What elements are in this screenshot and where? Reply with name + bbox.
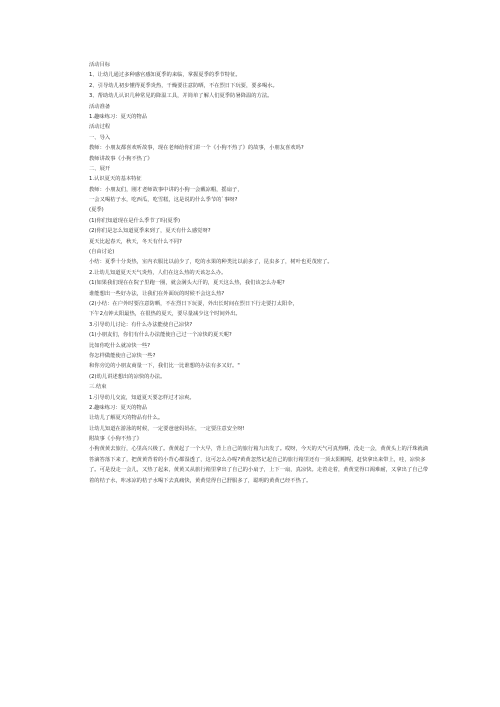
text-line: 1、让幼儿通过多种感官感知夏季的来临，掌握夏季的季节特征。	[89, 72, 241, 79]
text-line: (2)幼儿讲述想出的凉快的办法。	[89, 373, 166, 380]
text-line: 让幼儿了解夏天的物品有什么。	[89, 415, 164, 422]
text-line: 谁能想出一些好办法，让我们在外面玩的时候不会这么热?	[89, 290, 225, 297]
story-paragraph: 小狗黄黄去旅行，心里高兴极了。黄黄起了一个大早，背上自己的旅行箱九出发了。哎呀，今天的天气可真热啊，没走一会，黄黄头上的汗珠就滴答滴答落下来了，把黄黄背着的小背心都湿透了，这可怎么办呢?黄黄忽然记起自己的旅行箱里还有一顶太阳帽呢，赶快拿出来带上，哇，凉快多了。可是没走一会儿，又热了起来，黄黄又从旅行箱里拿出了自己的小扇子，上下一扇，真凉快。走着走着，黄黄觉得口渴难耐，又拿出了自己带着的桔子水，咔冰凉的桔子水喝下去真痛快，黄黄觉得自己舒服多了，聪明的黄黄已经不热了。	[89, 446, 429, 484]
section-heading: 二、展开	[89, 165, 111, 172]
text-line: 和你旁边的小朋友商量一下，我们比一比谁想的办法有多又好。"	[89, 363, 240, 370]
text-line: 1.引导幼儿交流，知道夏天要怎样过才凉爽。	[89, 394, 195, 401]
text-line: 教师：小朋友都喜欢听故事，现在老师给你们讲一个《小狗不热了》的故事，小朋友喜欢吗?	[89, 145, 304, 152]
text-line: 你怎样做能使自己凉快一些?	[89, 352, 156, 359]
text-line: 下午2点钟太阳最热，在很热的夏天，要尽量减少这个时间外出。	[89, 311, 241, 318]
text-line: (1)如果我们现在在院子里跑一圈，就会满头大汗的，夏天这么热，我们该怎么办呢?	[89, 280, 285, 287]
section-heading: 一、导入	[89, 134, 111, 141]
text-line: 1.认识夏天的基本特征	[89, 176, 142, 183]
text-line: (2)你们是怎么知道夏季来到了，夏天有什么感觉呀?	[89, 228, 211, 235]
text-line: 一会又喝桔子水，吃西瓜，吃雪糕，这是说的什么季节的`事呀?	[89, 197, 238, 204]
text-line: 教师讲故事《小狗不热了》	[89, 155, 153, 162]
text-line: 3.引导幼儿讨论：有什么办法能使自己凉快?	[89, 321, 193, 328]
text-line: (2)小结：在户外时要注意防晒，不在烈日下玩耍，外出长时间在烈日下行走要打太阳伞，	[89, 300, 298, 307]
text-line: 3、帮助幼儿认识几种常见的降温工具，并简单了解人们夏季防暑降温的方法。	[89, 93, 273, 100]
heading-preparation: 活动准备	[89, 103, 111, 110]
text-line: 2.趣味练习：夏天的物品	[89, 404, 148, 411]
text-line: (夏季)	[89, 207, 104, 214]
text-line: 2.让幼儿知道夏天天气炎热，人们在这么热的天该怎么办。	[89, 269, 227, 276]
appendix-heading: 附故事《小狗不热了》	[89, 436, 142, 443]
text-line: 小结：夏季十分炎热，室内衣服比以前少了，吃的水果的种类比以前多了，昆虫多了，树叶也更茂密了。	[89, 259, 333, 266]
section-heading: 三.结束	[89, 384, 107, 391]
text-line: 比如你吃什么就凉快一些?	[89, 342, 151, 349]
text-line: 教师：小朋友们，刚才老师故事中讲的小狗一会戴凉帽，摇扇子，	[89, 186, 243, 193]
text-line: (1)小朋友们，你们有什么办法能使自己过一个凉快的夏天呢?	[89, 332, 232, 339]
text-line: 让幼儿知道在游泳的时候，一定要爸爸妈妈在，一定要注意安全呀!	[89, 425, 245, 432]
text-line: (自由讨论)	[89, 249, 115, 256]
heading-objectives: 活动目标	[89, 62, 111, 68]
lesson-plan-body	[89, 60, 429, 486]
text-line: 夏天比起春天，秋天，冬天有什么不同?	[89, 238, 182, 245]
text-line: 1.趣味练习：夏天的物品	[89, 113, 148, 120]
text-line: 2、引导幼儿初步懂得夏季炎热，干燥要注意防晒，不在烈日下玩耍，要多喝水。	[89, 82, 278, 89]
heading-process: 活动过程	[89, 124, 111, 131]
text-line: (1)你们知道现在是什么季节了吗(夏季)	[89, 217, 181, 224]
